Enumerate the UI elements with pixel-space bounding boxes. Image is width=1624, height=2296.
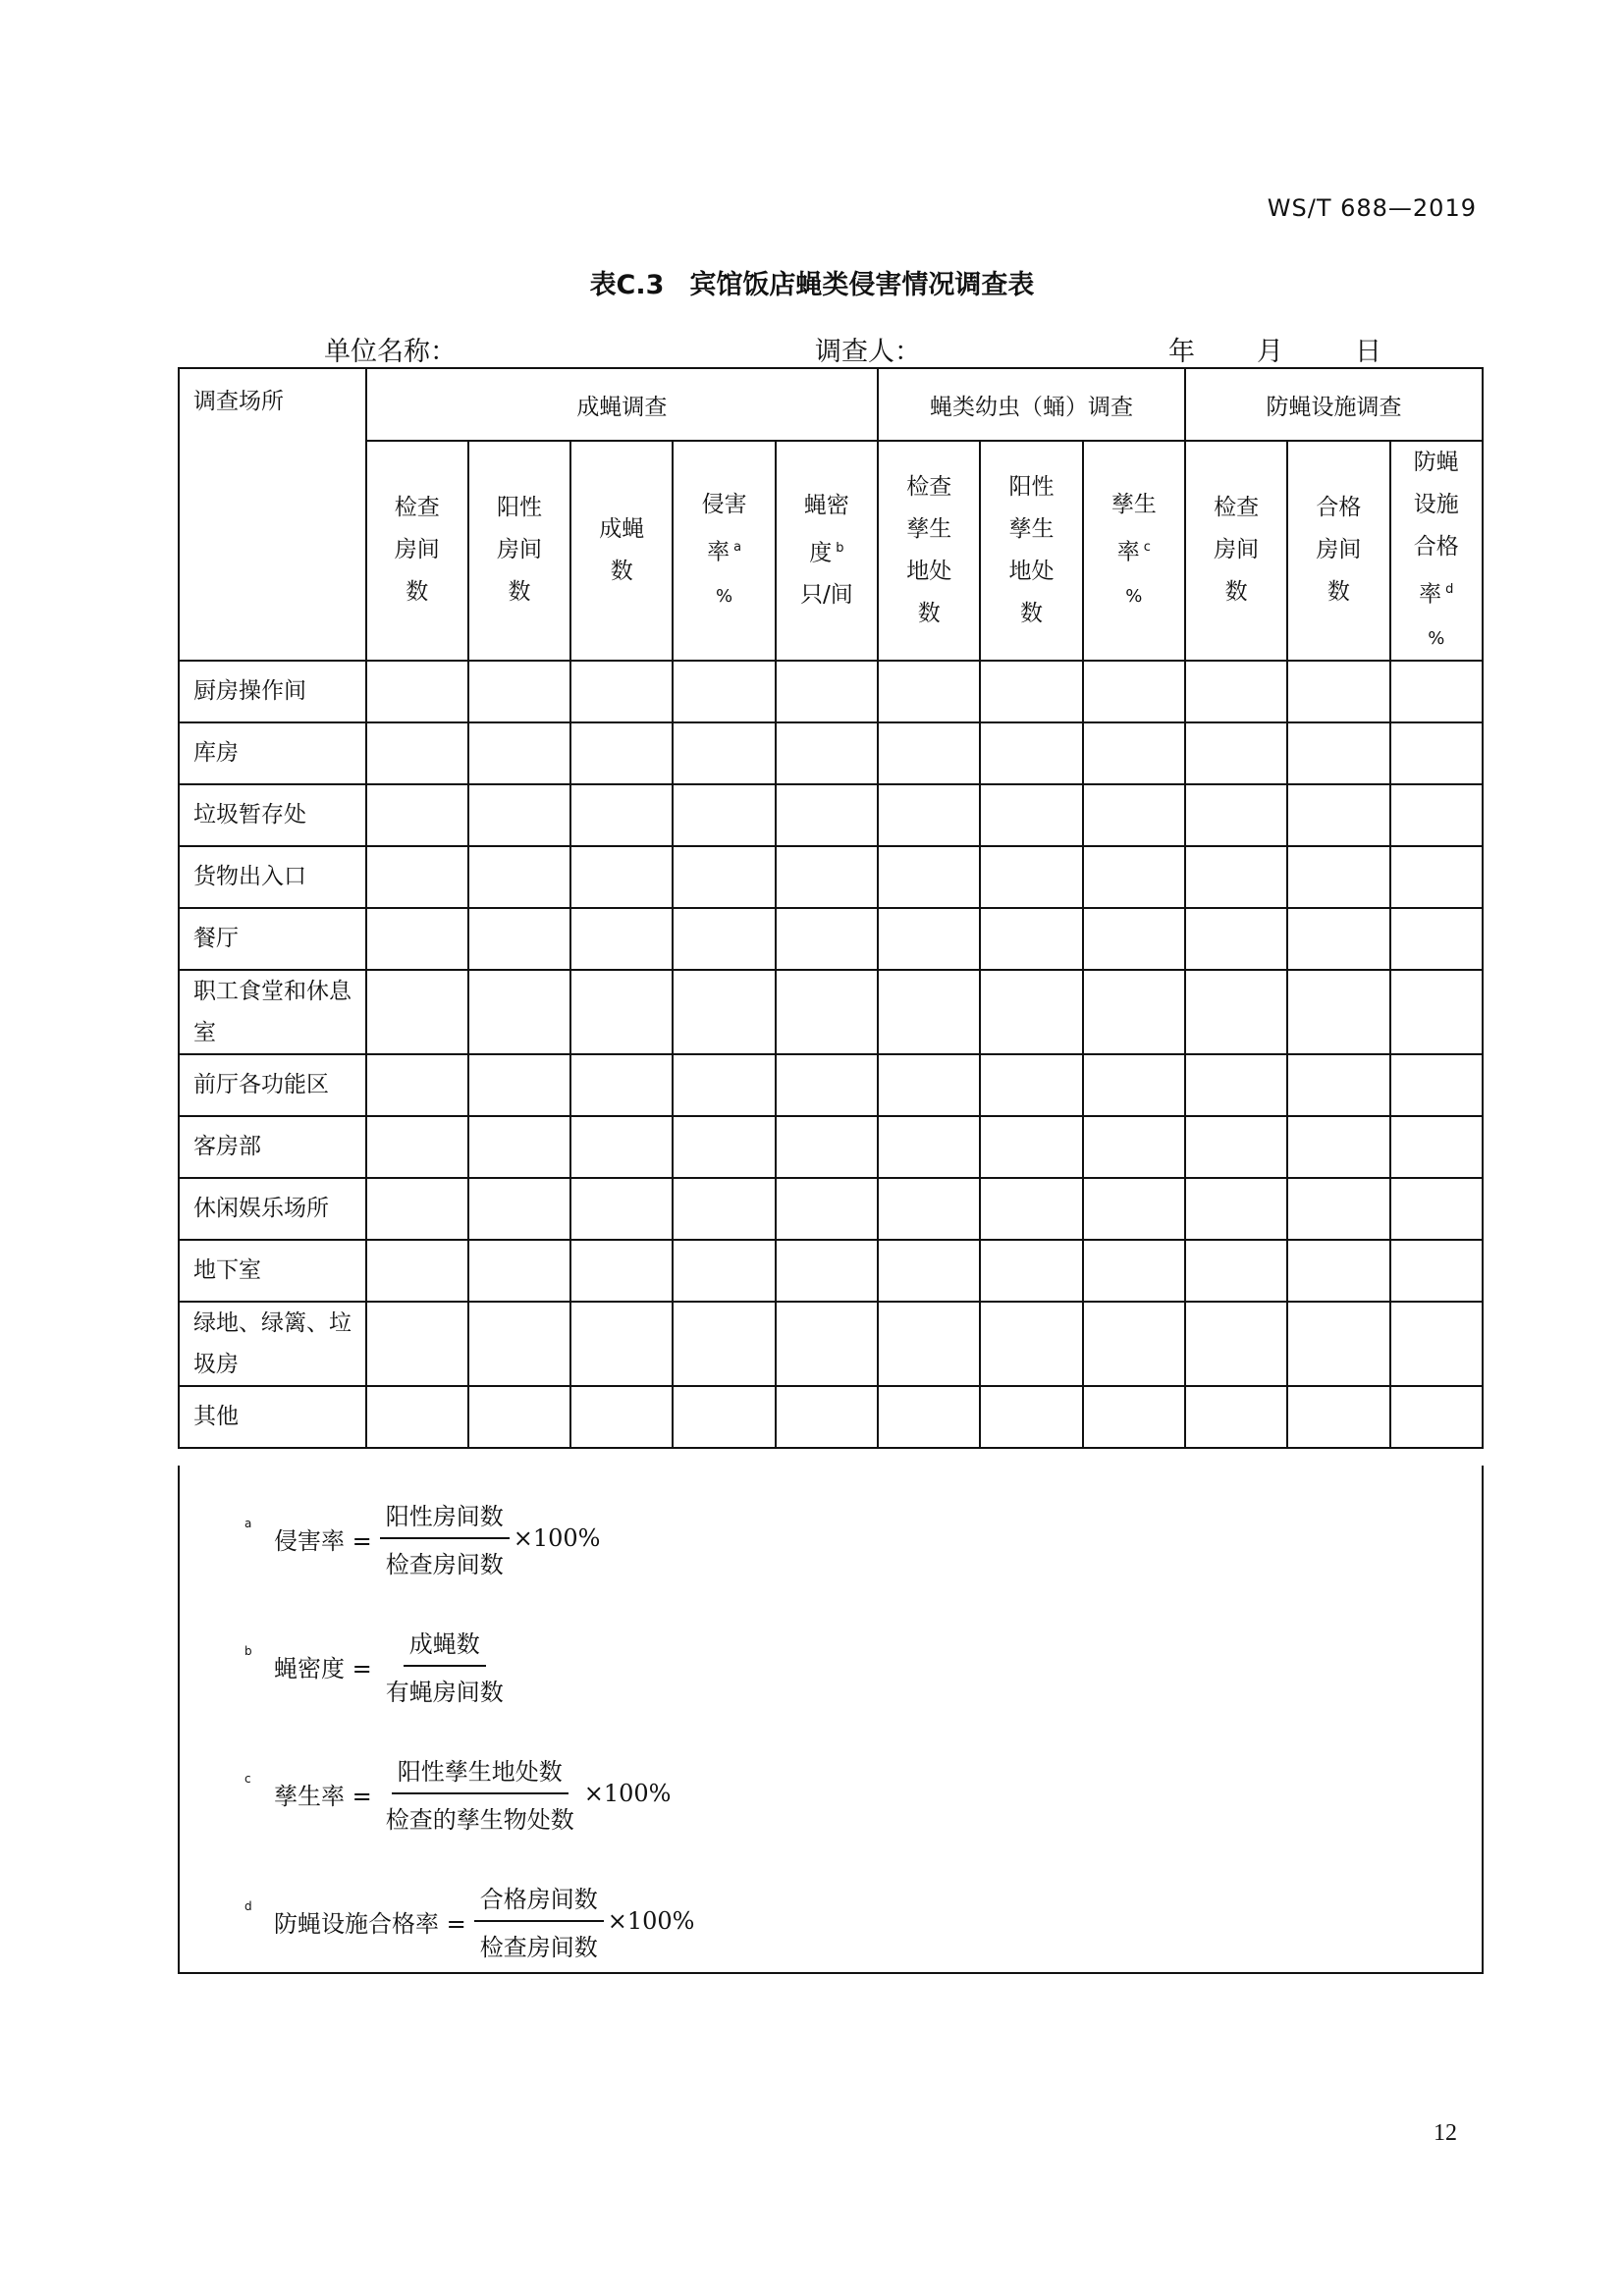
table-row (179, 1054, 1483, 1116)
formula-infestation-rate: a 侵害率 = $\frac{\text{阳性房间数}}{\text{检查房间数}}$ ×100% (244, 1497, 600, 1579)
investigator-label: 调查人： (815, 337, 921, 367)
formula-breeding-rate: c 孳生率 = $\frac{\text{阳性孳生地处数}}{\text{检查的孳生物处数}}$ ×100% (244, 1752, 671, 1835)
row-label: 职工食堂和休息室 (179, 970, 366, 1054)
footnote-mark: b (244, 1644, 252, 1658)
group-adult-flies: 成蝇调查 (366, 368, 879, 441)
col-breeding-rate: 孳生 率 $^c$ % (1083, 441, 1185, 661)
footnote-mark: d (244, 1899, 252, 1913)
row-label: 货物出入口 (179, 846, 366, 908)
standard-code: WS/T 688—2019 (1267, 194, 1477, 222)
row-label: 垃圾暂存处 (179, 784, 366, 846)
col-infestation-rate: 侵害 率 $^a$ % (673, 441, 775, 661)
table-row (179, 661, 1483, 722)
col-inspected-rooms: 检查 房间 数 (366, 441, 468, 661)
col-proofing-inspected-rooms: 检查 房间 数 (1185, 441, 1287, 661)
col-proofing-qualification-rate: 防蝇 设施 合格 率 $^d$ % (1390, 441, 1483, 661)
group-fly-proofing: 防蝇设施调查 (1185, 368, 1483, 441)
table-row (179, 1116, 1483, 1178)
day-label: 日 (1355, 337, 1381, 367)
info-line (324, 330, 1384, 365)
table-row (179, 722, 1483, 784)
formula-fly-density: b 蝇密度 = $\frac{\text{成蝇数}}{\text{有蝇房间数}}$ (244, 1625, 514, 1707)
table-row (179, 970, 1483, 1054)
table-row (179, 1240, 1483, 1302)
unit-name-label: 单位名称： (324, 337, 457, 367)
stub-header: 调查场所 (179, 368, 366, 661)
col-qualified-rooms: 合格 房间 数 (1287, 441, 1389, 661)
table-row (179, 1386, 1483, 1448)
page-number: 12 (1434, 2120, 1457, 2146)
table-title (0, 263, 1624, 301)
row-label: 前厅各功能区 (179, 1054, 366, 1116)
table-title-text: 宾馆饭店蝇类侵害情况调查表 (689, 270, 1035, 300)
row-label: 休闲娱乐场所 (179, 1178, 366, 1240)
col-inspected-breeding-sites: 检查 孳生 地处 数 (878, 441, 980, 661)
footnotes-box (178, 1466, 1484, 1974)
col-positive-rooms: 阳性 房间 数 (468, 441, 570, 661)
row-label: 库房 (179, 722, 366, 784)
col-fly-density: 蝇密 度 $^b$ 只/间 (776, 441, 878, 661)
footnote-mark: c (244, 1772, 251, 1786)
table-row (179, 1302, 1483, 1386)
fraction: $\frac{\text{阳性房间数}}{\text{检查房间数}}$ (380, 1497, 510, 1579)
col-positive-breeding-sites: 阳性 孳生 地处 数 (980, 441, 1082, 661)
table-row (179, 784, 1483, 846)
month-label: 月 (1257, 337, 1283, 367)
row-label: 厨房操作间 (179, 661, 366, 722)
col-adult-fly-count: 成蝇 数 (570, 441, 673, 661)
row-label: 地下室 (179, 1240, 366, 1302)
table-number: 表C.3 (589, 270, 665, 300)
table-row (179, 1178, 1483, 1240)
fraction: $\frac{\text{阳性孳生地处数}}{\text{检查的孳生物处数}}$ (380, 1752, 580, 1835)
row-label: 绿地、绿篱、垃圾房 (179, 1302, 366, 1386)
fraction: $\frac{\text{合格房间数}}{\text{检查房间数}}$ (474, 1880, 604, 1962)
survey-table (178, 367, 1484, 1449)
fraction: $\frac{\text{成蝇数}}{\text{有蝇房间数}}$ (380, 1625, 510, 1707)
formula-proofing-qualification-rate: d 防蝇设施合格率 = $\frac{\text{合格房间数}}{\text{检查房间数}}$ ×100% (244, 1880, 694, 1962)
year-label: 年 (1168, 337, 1195, 367)
group-larvae: 蝇类幼虫（蛹）调查 (878, 368, 1185, 441)
row-label: 客房部 (179, 1116, 366, 1178)
table-row (179, 846, 1483, 908)
row-label: 其他 (179, 1386, 366, 1448)
footnote-mark: a (244, 1517, 252, 1530)
row-label: 餐厅 (179, 908, 366, 970)
table-row (179, 908, 1483, 970)
